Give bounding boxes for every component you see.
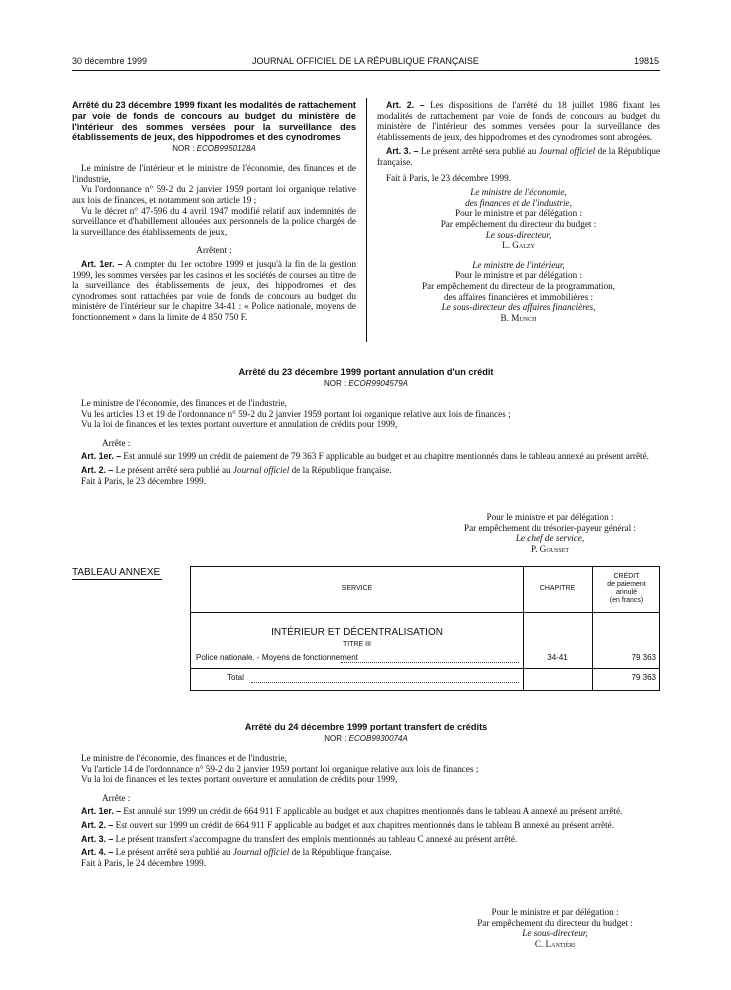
arrete3-art1: Art. 1er. – Est annulé sur 1999 un crédit de 664 911 F applicable au budget et aux chapitres mentionnés dans le tableau A annexé au présent arrêté.	[81, 806, 623, 817]
table-total-value: 79 363	[631, 673, 656, 682]
arrete1-p1: Le ministre de l'intérieur et le ministre de l'économie, des finances et de l'industrie,	[72, 163, 356, 184]
arrete1-right-column	[377, 100, 660, 323]
tableau-annexe-label: TABLEAU ANNEXE	[72, 567, 161, 578]
arrete1-signature-2: Le ministre de l'intérieur, Pour le ministre et par délégation : Par empêchement du directeur de la programmation, des affaires financières et immobilières : Le sous-directeur des affaires financières, B. Munch	[377, 260, 660, 324]
arrete2-block	[72, 367, 660, 486]
arrete3-title: Arrêté du 24 décembre 1999 portant transfert de crédits	[244, 722, 488, 732]
table-row-leader	[341, 662, 519, 663]
arrete3-nor: NOR : ECOB9930074A	[324, 734, 408, 743]
arrete1-left-column	[72, 100, 356, 323]
arrete3-p3: Vu la loi de finances et les textes portant ouverture et annulation de crédits pour 1999,	[81, 774, 398, 785]
table-row-chapitre: 34-41	[547, 653, 568, 662]
arrete2-signature: Pour le ministre et par délégation : Par empêchement du trésorier-payeur général : Le chef de service, P. Gousset	[430, 512, 670, 554]
arrete3-signature: Pour le ministre et par délégation : Par empêchement du directeur du budget : Le sous-directeur, C. Lantiéri	[440, 907, 670, 949]
arrete1-fait: Fait à Paris, le 23 décembre 1999.	[386, 172, 512, 183]
arrete2-fait: Fait à Paris, le 23 décembre 1999.	[81, 475, 207, 486]
arrete1-art3: Art. 3. – Le présent arrêté sera publié au Journal officiel de la République française.	[377, 146, 661, 167]
table-total-rule	[191, 668, 659, 669]
table-total-label: Total	[227, 673, 244, 682]
col-header-chapitre: CHAPITRE	[539, 585, 576, 592]
arrete2-title: Arrêté du 23 décembre 1999 portant annulation d'un crédit	[238, 367, 494, 377]
arrete3-art4: Art. 4. – Le présent arrêté sera publié au Journal officiel de la République française.	[81, 847, 392, 858]
table-section-title: INTÉRIEUR ET DÉCENTRALISATION	[271, 627, 443, 638]
arrete3-p1: Le ministre de l'économie, des finances et de l'industrie,	[81, 753, 287, 763]
arrete1-art2: Art. 2. – Les dispositions de l'arrêté du 18 juillet 1986 fixant les modalités de rattachement par voie de fonds de concours au budget du ministère de l'intérieur des sommes versées pour la surveillance des établissements de jeux, des hippodromes et des cynodromes sont abrogées.	[377, 100, 661, 142]
arrete2-p3: Vu la loi de finances et les textes portant ouverture et annulation de crédits pour 1999,	[81, 419, 398, 430]
arrete3-arrete: Arrête :	[102, 792, 131, 803]
table-titre: TITRE III	[343, 641, 371, 648]
arrete1-p3: Vu le décret n° 47-596 du 4 avril 1947 modifié relatif aux indemnités de surveillance et d'habillement allouées aux personnels de la police chargés de la surveillance des établissements de jeux,	[72, 205, 356, 237]
col-header-service: SERVICE	[341, 585, 373, 592]
tableau-annexe	[190, 566, 660, 691]
table-row-label: Police nationale. - Moyens de fonctionnement	[196, 653, 358, 662]
arrete2-p2: Vu les articles 13 et 19 de l'ordonnance n° 59-2 du 2 janvier 1959 portant loi organique relative aux lois de finances ;	[81, 408, 511, 419]
table-total-leader	[251, 682, 519, 683]
arrete1-signature-1: Le ministre de l'économie, des finances et de l'industrie, Pour le ministre et par délégation : Par empêchement du directeur du budget : Le sous-directeur, L. Galzy	[377, 187, 660, 251]
arrete1-signatory-2: B. Munch	[500, 312, 537, 323]
col-header-credit: CRÉDIT de paiement annulé (en francs)	[607, 573, 646, 604]
arrete3-fait: Fait à Paris, le 24 décembre 1999.	[81, 857, 207, 868]
arrete3-p2: Vu l'article 14 de l'ordonnance n° 59-2 du 2 janvier 1959 portant loi organique relative aux lois de finances ;	[81, 763, 479, 774]
arrete3-art2: Art. 2. – Est ouvert sur 1999 un crédit de 664 911 F applicable au budget et aux chapitres mentionnés dans le tableau B annexé au présent arrêté.	[81, 819, 615, 830]
arrete2-p1: Le ministre de l'économie, des finances et de l'industrie,	[81, 398, 287, 408]
arrete2-arrete: Arrête :	[102, 437, 131, 448]
arrete1-signatory-1: L. Galzy	[502, 240, 535, 251]
arrete2-nor: NOR : ECOR9904579A	[323, 379, 409, 388]
arrete2-art1: Art. 1er. – Est annulé sur 1999 un crédit de paiement de 79 363 F applicable au budget et au chapitre mentionnés dans le tableau annexé au présent arrêté.	[81, 451, 649, 462]
arrete3-art3: Art. 3. – Le présent transfert s'accompagne du transfert des emplois mentionnés au tableau C annexé au présent arrêté.	[81, 833, 518, 844]
arrete2-signatory: P. Gousset	[531, 543, 569, 554]
arrete1-arretent: Arrêtent :	[196, 245, 232, 256]
column-divider	[366, 98, 367, 342]
arrete1-nor: NOR : ECOB9950128A	[172, 144, 256, 154]
table-row-value: 79 363	[631, 653, 656, 662]
arrete3-block	[72, 722, 660, 868]
arrete1-title: Arrêté du 23 décembre 1999 fixant les modalités de rattachement par voie de fonds de concours au budget du ministère de l'intérieur des sommes versées pour la surveillance des établissements de jeux, des hippodromes et des cynodromes	[72, 100, 356, 143]
header-date: 30 décembre 1999	[72, 56, 148, 66]
arrete3-signatory: C. Lantiéri	[534, 938, 576, 949]
header-rule	[72, 70, 660, 71]
header-journal: JOURNAL OFFICIEL DE LA RÉPUBLIQUE FRANÇAISE	[252, 56, 479, 66]
arrete2-art2: Art. 2. – Le présent arrêté sera publié au Journal officiel de la République française.	[81, 464, 392, 475]
header-page-number: 19815	[633, 56, 659, 66]
arrete1-art1: Art. 1er. – A compter du 1er octobre 1999 et jusqu'à la fin de la gestion 1999, les sommes versées par les casinos et les sociétés de courses au titre de la surveillance des établissements de jeux, des hippodromes et des cynodromes sont rattachées par voie de fonds de concours au budget du ministère de l'intérieur sur le chapitre 34-41 : « Police nationale, moyens de fonctionnement » dans la limite de 4 850 750 F.	[72, 258, 356, 322]
arrete1-p2: Vu l'ordonnance n° 59-2 du 2 janvier 1959 portant loi organique relative aux lois de finances, et notamment son article 19 ;	[72, 184, 356, 205]
